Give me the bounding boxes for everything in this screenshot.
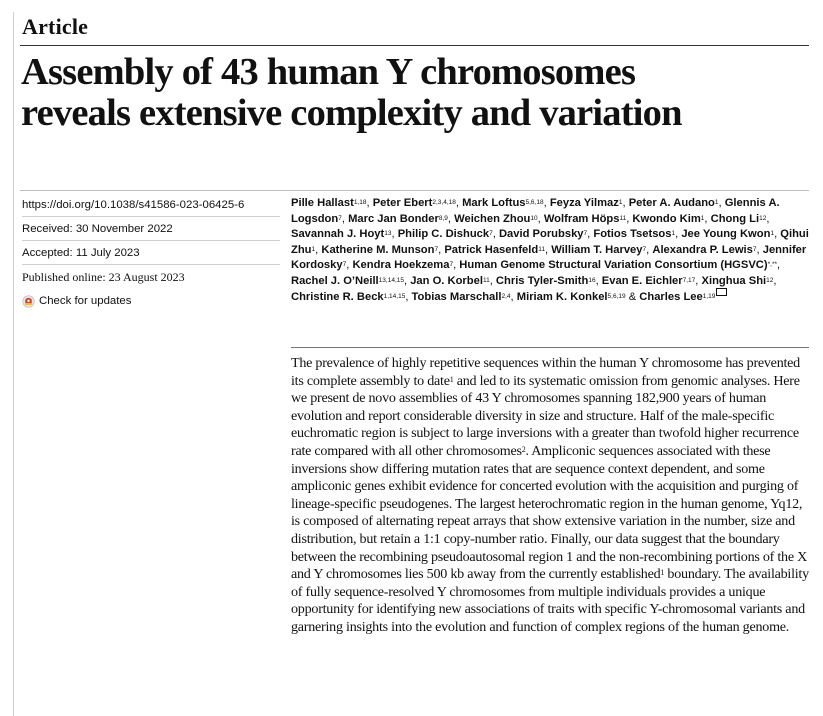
- author-name[interactable]: Charles Lee: [639, 290, 703, 303]
- author-entry: [462, 197, 543, 209]
- author-name[interactable]: Peter Ebert: [372, 197, 433, 209]
- author-affiliation: 7: [342, 261, 347, 269]
- author-entry: [681, 228, 774, 240]
- author-name[interactable]: Peter A. Audano: [628, 197, 715, 209]
- author-name[interactable]: Jan O. Korbel: [410, 274, 483, 287]
- author-name[interactable]: Jee Young Kwon: [681, 228, 771, 241]
- author-list: Pille Hallast$^{1,18}$, Peter Ebert$^{2,3,4,18}$, Mark Loftus$^{5,6,18}$, Feyza Yilmaz$^1$, Peter A. Audano$^1$, Glennis A. Logsdon$^7$, Marc Jan Bonder$^{8,9}$, Weichen Zhou$^{10}$, Wolfram Höps$^{11}$, Kwondo Kim$^1$, Chong Li$^{12}$, Savannah J. Hoyt$^{13}$, Philip C. Dishuck$^7$, David Porubsky$^7$, Fotios Tsetsos$^1$, Jee Young Kwon$^1$, Qihui Zhu$^1$, Katherine M. Munson$^7$, Patrick Hasenfeld$^{11}$, William T. Harvey$^7$, Alexandra P. Lewis$^7$, Jennifer Kordosky$^7$, Kendra Hoekzema$^7$, Human Genome Structural Variation Consortium (HGSVC)*,**, Rachel J. O’Neill$^{13,14,15}$, Jan O. Korbel$^{11}$, Chris Tyler-Smith$^{16}$, Evan E. Eichler$^{7,17}$, Xinghua Shi$^{12}$, Christine R. Beck$^{1,14,15}$, Tobias Marschall$^{2,4}$, Miriam K. Konkel$^{5,6,19}$ & Charles Lee$^{1,19}$: [291, 197, 809, 303]
- left-margin-rule: [13, 12, 14, 716]
- author-entry: [496, 275, 596, 287]
- author-affiliation: 1,18: [353, 199, 367, 206]
- author-name[interactable]: Christine R. Beck: [291, 290, 384, 303]
- author-entry: [373, 197, 456, 209]
- accepted-date: 11 July 2023: [75, 247, 140, 259]
- author-entry: [544, 213, 626, 225]
- published-date: 23 August 2023: [108, 270, 185, 284]
- author-name[interactable]: Tobias Marschall: [411, 290, 502, 303]
- published-row: [22, 270, 280, 284]
- doi-link[interactable]: https://doi.org/10.1038/s41586-023-06425-6: [22, 199, 245, 211]
- author-entry: [551, 244, 646, 256]
- author-entry: [639, 291, 715, 303]
- author-entry: [352, 259, 453, 271]
- author-entry: [348, 213, 448, 225]
- author-affiliation: 1: [700, 214, 705, 222]
- author-affiliation: 5,6,18: [525, 199, 544, 206]
- meta-separator: [22, 264, 280, 265]
- author-entry: [602, 275, 696, 287]
- author-affiliation: 7,17: [682, 276, 696, 284]
- author-name[interactable]: Pille Hallast: [291, 197, 354, 209]
- abstract-segment: . Ampliconic sequences associated with these inversions show differing mutation rates that are sequence context dependent, and some ampliconic genes exhibit evidence for concerted evolution with the acquisition and purging of lineage-specific pseudogenes. The largest heterochromatic region in the human genome, Yq12, is composed of alternating repeat arrays that show extensive variation in the number, size and distribution, but retain a 1:1 copy-number ratio. Finally, our data suggest that the boundary between the recombining pseudoautosomal region 1 and the non-recombining portions of the X and Y chromosomes lies 500 kb away from the currently established: [291, 442, 808, 583]
- author-affiliation: 7: [752, 245, 757, 253]
- author-name[interactable]: Chris Tyler-Smith: [495, 274, 589, 287]
- author-entry: [291, 228, 392, 240]
- author-affiliation: 1,19: [702, 292, 716, 300]
- meta-divider: [20, 190, 809, 191]
- author-affiliation: 11: [538, 245, 545, 253]
- author-name[interactable]: Evan E. Eichler: [601, 274, 683, 287]
- author-affiliation: 7: [642, 245, 647, 253]
- author-affiliation: 13,14,15: [378, 276, 404, 284]
- accepted-row: [22, 246, 280, 260]
- check-updates-label: Check for updates: [39, 295, 132, 307]
- author-name[interactable]: Rachel J. O’Neill: [291, 274, 379, 287]
- received-label: Received:: [22, 223, 73, 235]
- author-name[interactable]: William T. Harvey: [551, 243, 643, 256]
- author-entry: [711, 213, 767, 225]
- author-entry: [454, 213, 537, 225]
- abstract-segment: boundary. The availability of fully sequence-resolved Y chromosomes from multiple individuals provides a unique opportunity for identifying new associations of traits with specific Y-chromosomal variants and garnering insights into the evolution and function of complex regions of the human genome.: [291, 566, 809, 635]
- author-affiliation: 13: [384, 230, 392, 238]
- reference-citation[interactable]: 1: [449, 374, 454, 384]
- doi-row: [22, 198, 280, 212]
- author-name[interactable]: Mark Loftus: [462, 197, 526, 209]
- author-entry: [702, 275, 774, 287]
- author-name[interactable]: Philip C. Dishuck: [397, 228, 490, 241]
- author-affiliation: 7: [583, 230, 588, 238]
- check-updates-row: [22, 294, 280, 308]
- author-name[interactable]: Miriam K. Konkel: [516, 290, 608, 303]
- abstract-divider: [291, 347, 809, 348]
- author-entry: [398, 228, 493, 240]
- author-name[interactable]: Human Genome Structural Variation Consortium (HGSVC): [459, 259, 768, 272]
- author-entry: [459, 259, 777, 271]
- received-date: 30 November 2022: [75, 223, 173, 235]
- author-affiliation: 1: [714, 199, 719, 206]
- author-affiliation: 10: [530, 214, 538, 222]
- author-affiliation: 8,9: [438, 214, 448, 222]
- author-entry: [550, 197, 623, 209]
- author-affiliation: 7: [449, 261, 454, 269]
- reference-citation[interactable]: 1: [660, 568, 665, 578]
- author-name[interactable]: Feyza Yilmaz: [549, 197, 619, 209]
- author-entry: [632, 213, 704, 225]
- author-affiliation: 7: [434, 245, 439, 253]
- author-name[interactable]: Jennifer Kordosky: [291, 243, 807, 272]
- meta-separator: [22, 216, 280, 217]
- author-affiliation: 11: [482, 276, 490, 284]
- published-label: Published online:: [22, 270, 106, 284]
- author-name[interactable]: Fotios Tsetsos: [593, 228, 672, 241]
- email-icon[interactable]: [716, 288, 727, 296]
- author-affiliation: 1,14,15: [383, 292, 406, 300]
- abstract-segment: The prevalence of highly repetitive sequences within the human Y chromosome has prevented its complete assembly to date: [291, 355, 800, 389]
- title-line-1: Assembly of 43 human Y chromosomes: [21, 51, 636, 93]
- author-entry: [291, 197, 366, 209]
- author-affiliation: 1: [770, 230, 775, 238]
- author-entry: [652, 244, 756, 256]
- author-name[interactable]: Chong Li: [710, 212, 760, 225]
- author-affiliation: 2,4: [501, 292, 511, 300]
- reference-citation[interactable]: 2: [521, 444, 526, 454]
- author-affiliation: 12: [766, 276, 774, 284]
- title-line-2: reveals extensive complexity and variation: [21, 92, 682, 134]
- author-affiliation: 7: [489, 230, 493, 238]
- author-name[interactable]: Patrick Hasenfeld: [444, 243, 539, 256]
- author-name[interactable]: Alexandra P. Lewis: [652, 243, 753, 256]
- author-entry: [593, 228, 675, 240]
- author-affiliation: 11: [619, 214, 627, 222]
- author-affiliation: 1: [311, 245, 316, 253]
- author-name[interactable]: Katherine M. Munson: [321, 243, 435, 256]
- author-entry: [291, 291, 405, 303]
- check-updates-icon: [22, 295, 35, 308]
- header-divider: [20, 45, 809, 46]
- abstract-text: [291, 355, 811, 637]
- check-for-updates-link[interactable]: [22, 294, 280, 308]
- author-name[interactable]: Xinghua Shi: [701, 274, 767, 287]
- author-entry: [321, 244, 438, 256]
- author-entry: [410, 275, 490, 287]
- author-affiliation: 2,3,4,18: [432, 199, 456, 206]
- abstract-segment: and led to its systematic omission from genomic analyses. Here we present de novo assemblies of 43 Y chromosomes spanning 182,900 years of human evolution and report considerable diversity in size and structure. Half of the male-specific euchromatic region is subject to large inversions with a greater than twofold higher recurrence rate compared with all other chromosomes: [291, 372, 800, 459]
- author-name[interactable]: Marc Jan Bonder: [348, 212, 439, 225]
- author-affiliation: 12: [759, 214, 767, 222]
- article-title: [21, 52, 811, 134]
- author-affiliation: 16: [588, 276, 596, 284]
- author-affiliation: 1: [671, 230, 676, 238]
- author-affiliation: *,**: [767, 261, 778, 269]
- author-affiliation: 7: [338, 214, 342, 222]
- author-entry: [517, 291, 626, 303]
- accepted-label: Accepted:: [22, 247, 73, 259]
- received-row: [22, 222, 280, 236]
- author-entry: [412, 291, 511, 303]
- author-entry: [444, 244, 545, 256]
- author-name[interactable]: Kendra Hoekzema: [352, 259, 450, 272]
- author-entry: [629, 197, 719, 209]
- author-name[interactable]: Savannah J. Hoyt: [291, 228, 385, 241]
- author-name[interactable]: Weichen Zhou: [454, 212, 531, 225]
- author-name[interactable]: David Porubsky: [498, 228, 584, 241]
- article-type-label: Article: [22, 14, 89, 39]
- author-entry: [499, 228, 587, 240]
- author-name[interactable]: Kwondo Kim: [632, 212, 701, 225]
- author-name[interactable]: Wolfram Höps: [543, 212, 620, 225]
- author-name[interactable]: Qihui Zhu: [291, 228, 809, 256]
- author-entry: [291, 275, 404, 287]
- author-name[interactable]: Glennis A. Logsdon: [291, 197, 780, 225]
- author-affiliation: 5,6,19: [607, 292, 626, 300]
- meta-separator: [22, 240, 280, 241]
- author-affiliation: 1: [618, 199, 623, 206]
